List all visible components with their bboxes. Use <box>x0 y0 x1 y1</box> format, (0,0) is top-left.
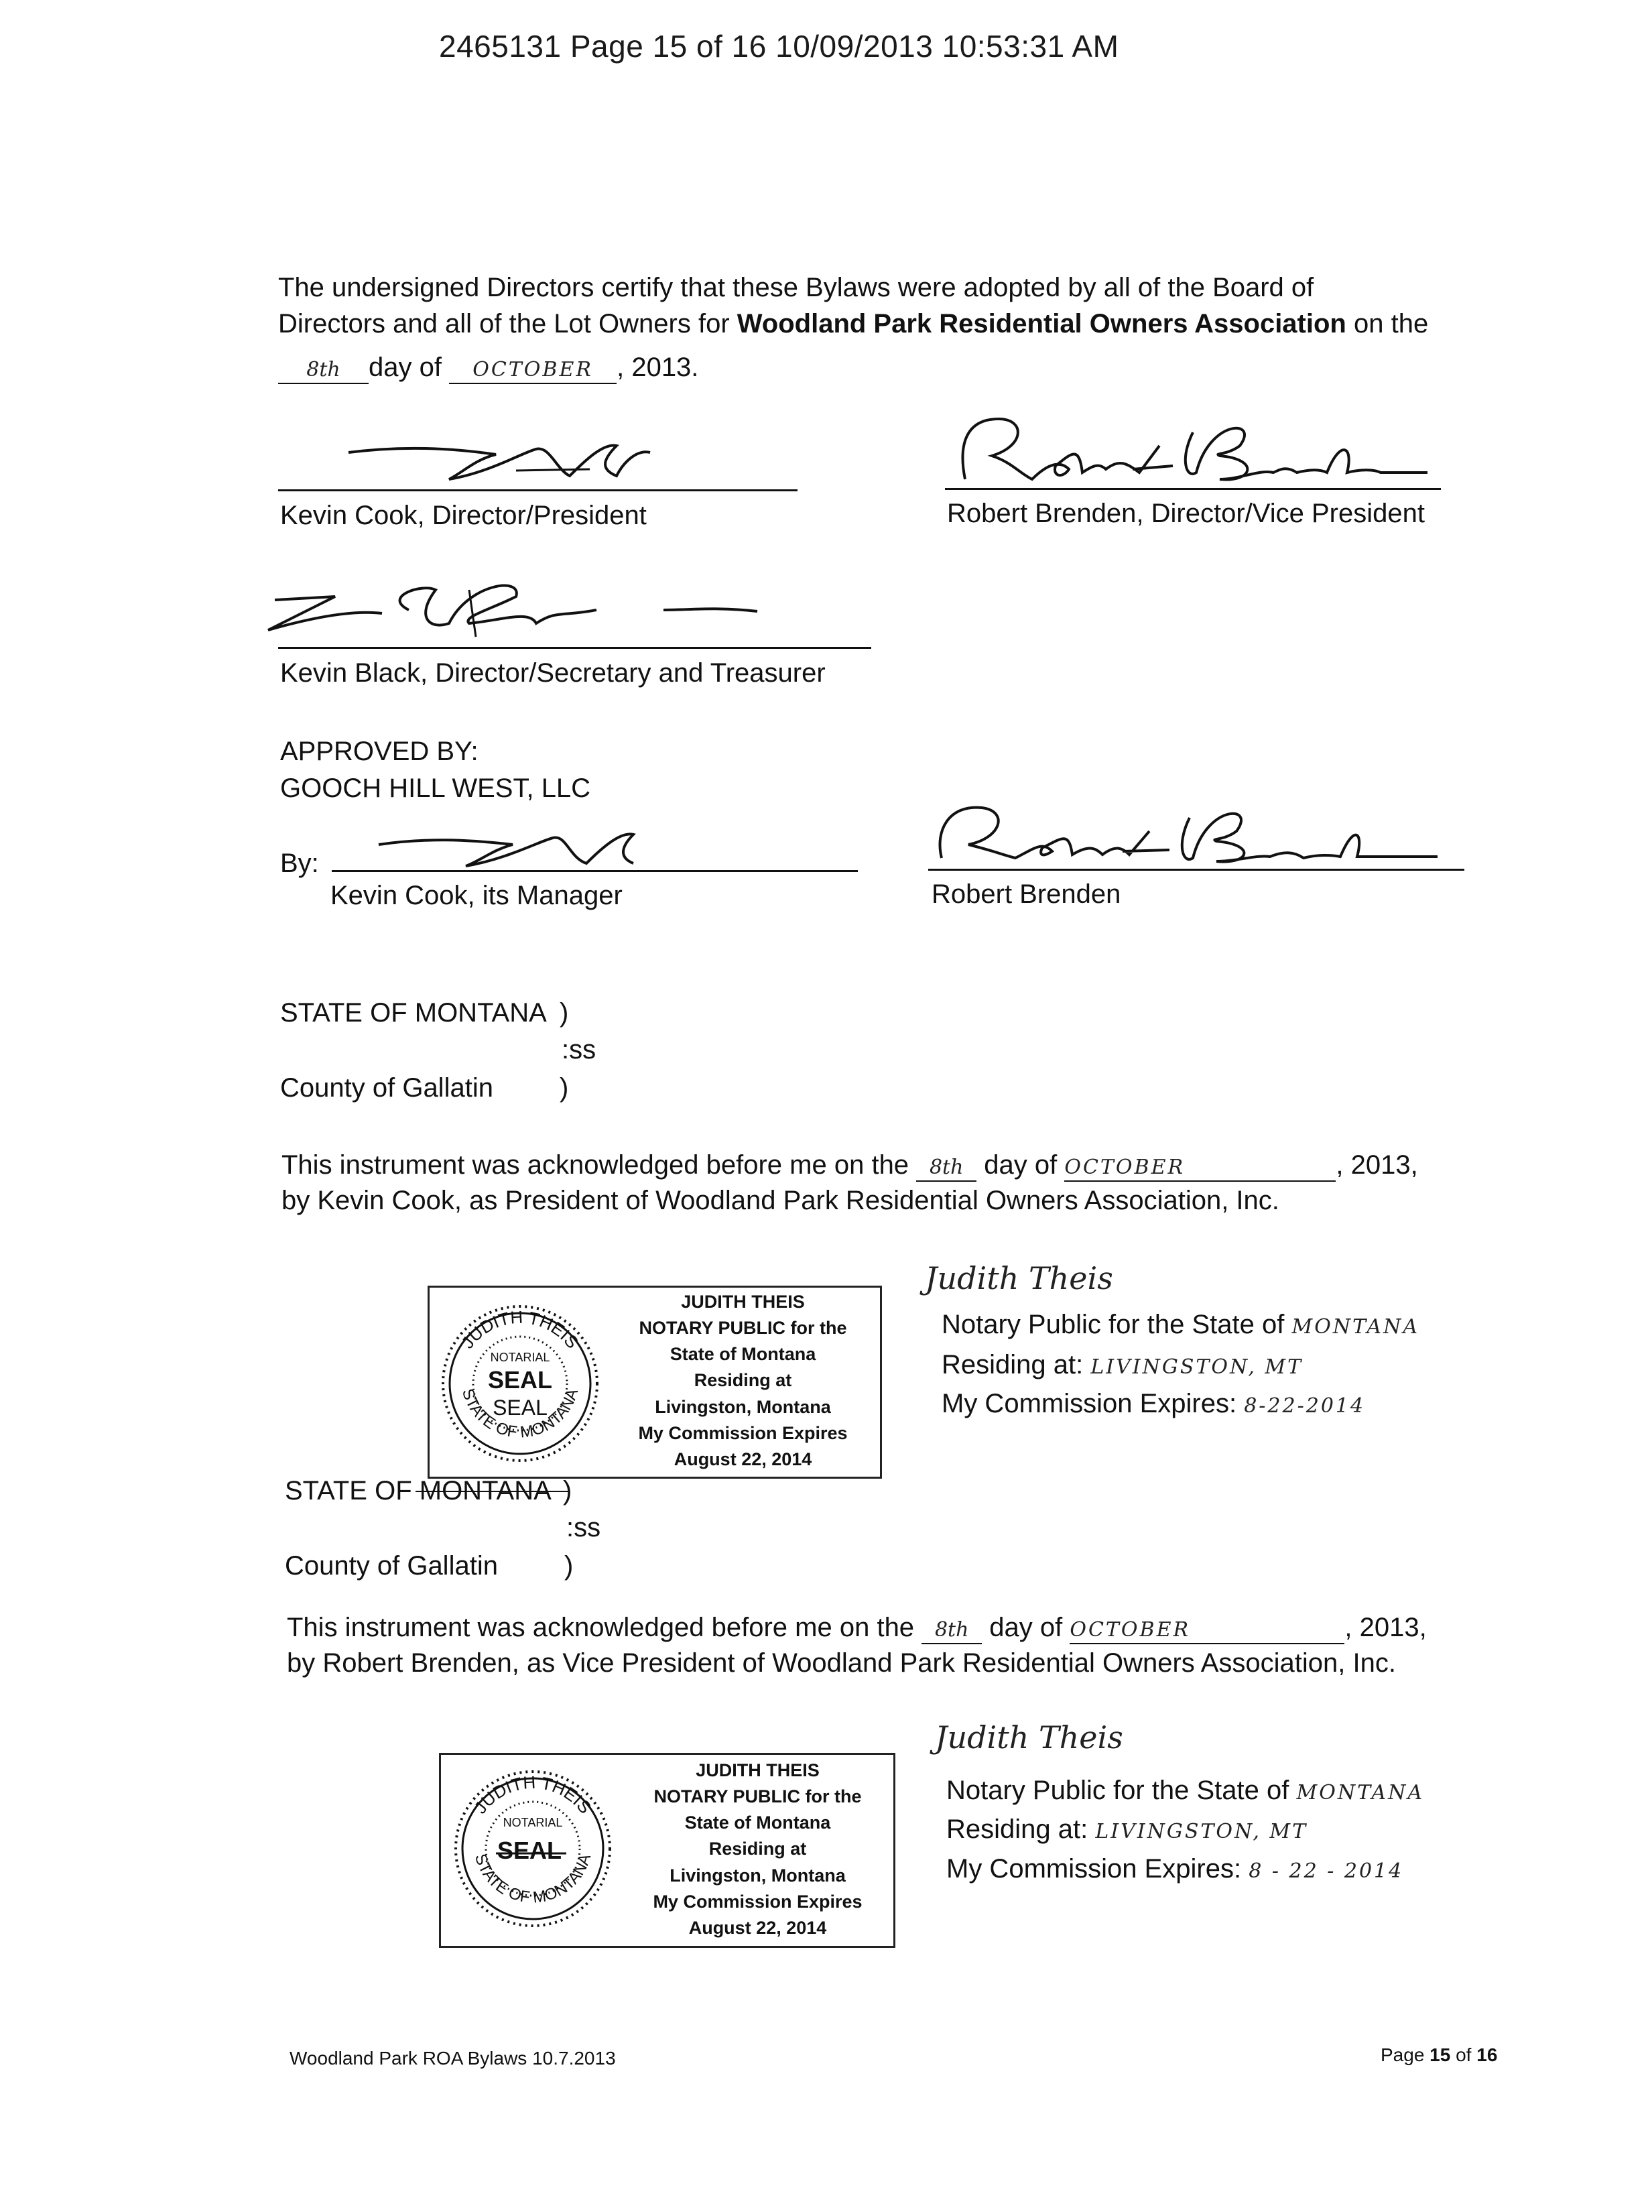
ack2-day-of: day of <box>982 1613 1070 1642</box>
ack2-day-fillin: 8th <box>922 1617 982 1644</box>
stamp2-line-state: State of Montana <box>684 1812 831 1833</box>
footer-page-current: 15 <box>1429 2044 1451 2065</box>
ack1-residing-label: Residing at: <box>942 1350 1084 1379</box>
stamp2-line-expires-label: My Commission Expires <box>653 1891 863 1912</box>
stamp-line-state: State of Montana <box>670 1344 816 1365</box>
ack1-notary-state: MONTANA <box>1291 1315 1420 1339</box>
ack2-state-strikethrough <box>416 1491 570 1492</box>
seal-bottom-text-2: STATE OF MONTANA <box>470 1851 595 1907</box>
notary-seal-1 <box>436 1300 604 1467</box>
ack1-expires-line <box>942 1386 1365 1421</box>
certification-line-2 <box>278 306 1428 341</box>
certification-text-suffix: on the <box>1346 309 1429 339</box>
stamp2-line-city: Livingston, Montana <box>670 1865 846 1886</box>
by-label: By: <box>280 849 319 878</box>
stamp-line-name: JUDITH THEIS <box>681 1292 805 1312</box>
ack1-line-2: by Kevin Cook, as President of Woodland Park Residential Owners Association, Inc. <box>281 1186 1279 1215</box>
ack2-expires-value: 8 - 22 - 2014 <box>1249 1859 1404 1883</box>
stamp2-line-expires-date: August 22, 2014 <box>688 1917 827 1938</box>
seal-notarial-text-2: NOTARIAL <box>503 1816 563 1829</box>
signature-robert-brenden <box>945 406 1441 489</box>
stamp-line-expires-label: My Commission Expires <box>638 1422 848 1443</box>
signature-kevin-cook <box>335 422 657 489</box>
stamp-line-residing: Residing at <box>694 1370 792 1391</box>
notary-stamp-1 <box>428 1286 882 1479</box>
signatory-brenden: Robert Brenden, Director/Vice President <box>947 499 1425 528</box>
ack2-paren-1: ) <box>563 1476 572 1506</box>
ack2-ss: :ss <box>566 1513 601 1542</box>
ack2-residing-line <box>946 1812 1308 1847</box>
footer-page-total: 16 <box>1476 2044 1498 2065</box>
footer-page-number <box>1381 2044 1497 2066</box>
ack2-expires-label: My Commission Expires: <box>946 1854 1242 1884</box>
ack2-residing-label: Residing at: <box>946 1815 1088 1844</box>
notary-signature-1: Judith Theis <box>925 1260 1113 1296</box>
approved-by-label: APPROVED BY: <box>280 737 479 766</box>
ack2-line-2: by Robert Brenden, as Vice President of Woodland Park Residential Owners Association, Inc. <box>287 1648 1396 1678</box>
seal-notarial-text-1: NOTARIAL <box>490 1351 550 1364</box>
certification-line-3 <box>278 350 698 385</box>
ack2-notary-label: Notary Public for the State of <box>946 1776 1289 1805</box>
stamp-line-city: Livingston, Montana <box>655 1396 831 1417</box>
company-name: GOOCH HILL WEST, LLC <box>280 774 591 803</box>
association-name: Woodland Park Residential Owners Association <box>737 309 1346 339</box>
ack1-notary-line <box>942 1307 1419 1342</box>
ack1-notary-label: Notary Public for the State of <box>942 1310 1285 1339</box>
footer-page-of: of <box>1450 2044 1477 2065</box>
ack2-expires-line <box>946 1851 1403 1886</box>
signature-line-brenden-approval <box>928 869 1464 871</box>
ack1-county: County of Gallatin <box>280 1073 493 1103</box>
month-fillin: OCTOBER <box>449 357 617 384</box>
ack1-year: , 2013, <box>1336 1150 1418 1180</box>
ack1-text: This instrument was acknowledged before me on the <box>281 1150 917 1180</box>
signatory-cook: Kevin Cook, Director/President <box>280 501 647 530</box>
ack1-state <box>280 995 547 1030</box>
ack2-paren-2: ) <box>564 1551 574 1581</box>
ack1-expires-value: 8-22-2014 <box>1244 1394 1366 1418</box>
signature-line-black <box>278 647 871 649</box>
day-fillin: 8th <box>278 357 369 384</box>
stamp-line-expires-date: August 22, 2014 <box>674 1449 812 1469</box>
stamp2-line-name: JUDITH THEIS <box>696 1760 820 1780</box>
ack1-residing-value: LIVINGSTON, MT <box>1090 1355 1304 1379</box>
seal-center-text-1: SEAL <box>493 1396 548 1420</box>
ack2-residing-value: LIVINGSTON, MT <box>1095 1820 1308 1843</box>
approval-brenden-name: Robert Brenden <box>932 879 1121 909</box>
seal-overprint-1: SEAL <box>487 1366 553 1394</box>
notary-stamp-text-1 <box>631 1289 855 1473</box>
ack1-day-of: day of <box>976 1150 1065 1180</box>
seal-top-text-1: JUDITH THEIS <box>457 1306 583 1353</box>
ack1-line-1 <box>281 1148 1418 1182</box>
notary-stamp-text-2 <box>642 1758 873 1941</box>
seal-top-text-2: JUDITH THEIS <box>470 1772 596 1818</box>
ack1-paren-2: ) <box>560 1073 569 1103</box>
signature-robert-brenden-approval <box>928 791 1451 871</box>
notary-stamp-2 <box>439 1753 895 1948</box>
notary-signature-2: Judith Theis <box>935 1719 1123 1756</box>
ack2-line-1 <box>287 1610 1427 1645</box>
ack2-month-fillin: OCTOBER <box>1070 1617 1344 1644</box>
ack1-state-text: STATE OF MONTANA <box>280 998 547 1028</box>
ack2-year: , 2013, <box>1344 1613 1427 1642</box>
signature-kevin-cook-manager <box>365 811 660 871</box>
fax-header: 2465131 Page 15 of 16 10/09/2013 10:53:31 AM <box>439 29 1119 64</box>
ack2-notary-line <box>946 1773 1424 1808</box>
ack1-ss: :ss <box>562 1035 596 1064</box>
ack1-day-fillin: 8th <box>916 1154 976 1182</box>
ack2-state: STATE OF MONTANA <box>285 1476 552 1506</box>
certification-line-1: The undersigned Directors certify that these Bylaws were adopted by all of the Board of <box>278 273 1314 302</box>
stamp-line-title: NOTARY PUBLIC for the <box>639 1318 847 1339</box>
year-text: , 2013. <box>617 353 699 382</box>
ack1-month-fillin: OCTOBER <box>1064 1154 1336 1182</box>
ack1-paren-1: ) <box>560 998 569 1028</box>
footer-page-prefix: Page <box>1381 2044 1430 2065</box>
stamp2-line-residing: Residing at <box>708 1839 807 1859</box>
certification-text: Directors and all of the Lot Owners for <box>278 309 737 339</box>
signatory-black: Kevin Black, Director/Secretary and Treasurer <box>280 658 826 688</box>
notary-seal-2 <box>449 1765 617 1932</box>
ack2-notary-state: MONTANA <box>1296 1781 1425 1804</box>
ack1-residing-line <box>942 1347 1303 1382</box>
footer-document-title: Woodland Park ROA Bylaws 10.7.2013 <box>290 2048 616 2069</box>
svg-text:JUDITH THEIS <box>457 1307 582 1353</box>
signature-line-brenden <box>945 488 1441 490</box>
day-of-text: day of <box>369 353 442 382</box>
ack1-expires-label: My Commission Expires: <box>942 1389 1237 1418</box>
manager-name: Kevin Cook, its Manager <box>330 881 623 910</box>
ack2-county: County of Gallatin <box>285 1551 498 1581</box>
signature-kevin-black <box>248 570 824 643</box>
seal-center-text-2: SEAL <box>497 1837 562 1864</box>
svg-text:JUDITH THEIS <box>470 1772 595 1818</box>
stamp2-line-title: NOTARY PUBLIC for the <box>653 1786 862 1807</box>
ack2-text: This instrument was acknowledged before me on the <box>287 1613 922 1642</box>
signature-line-manager <box>332 870 858 872</box>
signature-line-cook <box>278 489 798 491</box>
seal-bottom-text-1: STATE OF MONTANA <box>458 1386 582 1442</box>
